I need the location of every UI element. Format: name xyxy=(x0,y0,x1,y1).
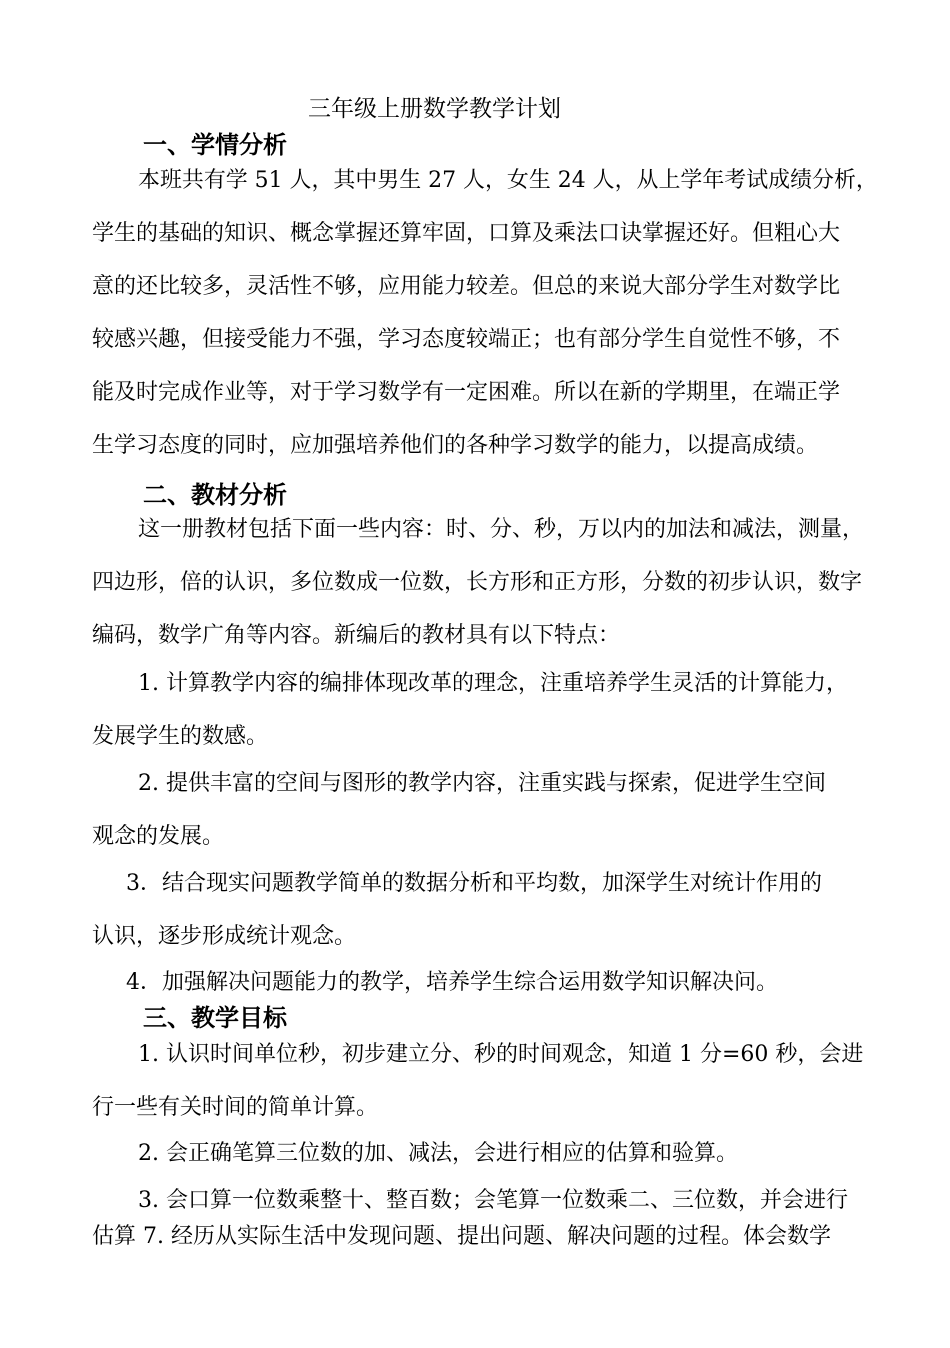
paragraph-line: 四边形，倍的认识，多位数成一位数，长方形和正方形，分数的初步认识，数字 xyxy=(92,570,863,595)
list-item-line: 2. 会正确笔算三位数的加、减法，会进行相应的估算和验算。 xyxy=(138,1141,738,1166)
section-heading: 一、学情分析 xyxy=(143,131,287,159)
list-item-line: 行一些有关时间的简单计算。 xyxy=(92,1095,379,1120)
paragraph-line: 这一册教材包括下面一些内容：时、分、秒，万以内的加法和减法，测量， xyxy=(138,517,865,542)
list-item-line: 认识，逐步形成统计观念。 xyxy=(92,924,357,949)
list-item-line: 估算 7. 经历从实际生活中发现问题、提出问题、解决问题的过程。体会数学 xyxy=(92,1224,831,1249)
list-item-line: 3. 会口算一位数乘整十、整百数；会笔算一位数乘二、三位数，并会进行 xyxy=(138,1188,848,1213)
list-item-line: 观念的发展。 xyxy=(92,824,225,849)
section-heading: 三、教学目标 xyxy=(143,1004,287,1032)
list-item-line: 发展学生的数感。 xyxy=(92,724,269,749)
list-item-line: 3．结合现实问题教学简单的数据分析和平均数，加深学生对统计作用的 xyxy=(126,871,822,896)
paragraph-line: 意的还比较多，灵活性不够，应用能力较差。但总的来说大部分学生对数学比 xyxy=(92,274,841,299)
section-heading: 二、教材分析 xyxy=(143,481,287,509)
list-item-line: 4．加强解决问题能力的教学，培养学生综合运用数学知识解决问。 xyxy=(126,970,778,995)
paragraph-line: 能及时完成作业等，对于学习数学有一定困难。所以在新的学期里，在端正学 xyxy=(92,380,841,405)
paragraph-line: 编码，数学广角等内容。新编后的教材具有以下特点： xyxy=(92,623,621,648)
list-item-line: 1. 计算教学内容的编排体现改革的理念，注重培养学生灵活的计算能力， xyxy=(138,671,848,696)
list-item-line: 1. 认识时间单位秒，初步建立分、秒的时间观念，知道 1 分=60 秒，会进 xyxy=(138,1042,864,1067)
paragraph-line: 较感兴趣，但接受能力不强，学习态度较端正；也有部分学生自觉性不够，不 xyxy=(92,327,841,352)
list-item-line: 2. 提供丰富的空间与图形的教学内容，注重实践与探索，促进学生空间 xyxy=(138,771,826,796)
paragraph-line: 本班共有学 51 人，其中男生 27 人，女生 24 人，从上学年考试成绩分析， xyxy=(138,168,878,193)
paragraph-line: 生学习态度的同时，应加强培养他们的各种学习数学的能力，以提高成绩。 xyxy=(92,433,819,458)
paragraph-line: 学生的基础的知识、概念掌握还算牢固，口算及乘法口诀掌握还好。但粗心大 xyxy=(92,221,841,246)
document-title: 三年级上册数学教学计划 xyxy=(308,96,561,122)
